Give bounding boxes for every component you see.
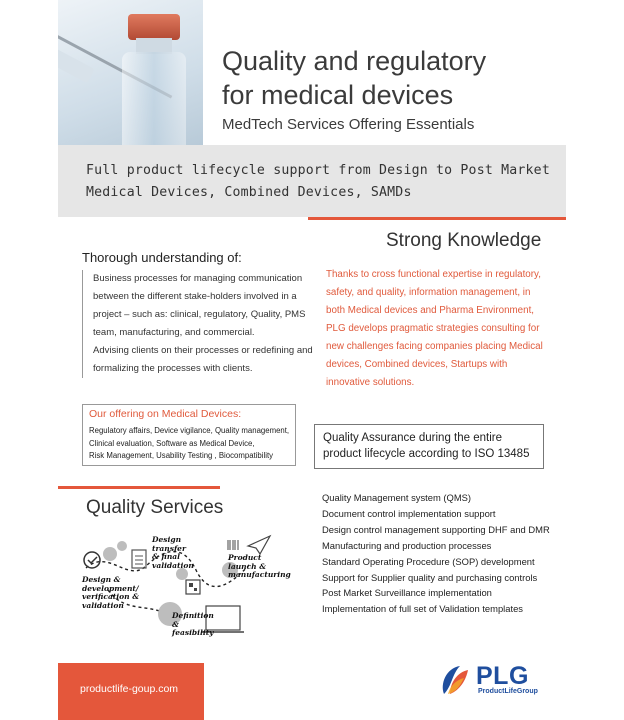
list-item: Document control implementation support: [322, 507, 496, 519]
page-subtitle: MedTech Services Offering Essentials: [222, 116, 475, 133]
barcode-icon: [228, 540, 238, 550]
understanding-body: [82, 270, 317, 378]
list-item: Support for Supplier quality and purchasing controls: [322, 571, 538, 583]
label-design-development: Design & development/ verification & validation: [82, 575, 139, 610]
page-title: [222, 44, 552, 112]
qr-icon: [186, 580, 200, 594]
vial-body: [122, 52, 186, 145]
banner-line-2: Medical Devices, Combined Devices, SAMDs: [86, 185, 412, 200]
list-item: Standard Operating Procedure (SOP) development: [322, 555, 535, 567]
label-definition: Definition & feasibility: [172, 611, 214, 637]
offering-box: [82, 404, 296, 466]
list-item: Implementation of full set of Validation templates: [322, 603, 523, 615]
divider-quality-services: [58, 486, 220, 489]
title-line-2: for medical devices: [222, 80, 454, 110]
vial-cap: [128, 14, 180, 40]
quality-assurance-box: [314, 424, 544, 469]
banner-line-1: Full product lifecycle support from Design to Post Market: [86, 163, 550, 178]
strong-knowledge-heading: Strong Knowledge: [386, 230, 542, 251]
qa-line-2: product lifecycle according to ISO 13485: [323, 448, 530, 460]
divider-strong-knowledge: [308, 217, 566, 220]
understanding-para-2: Advising clients on their processes or redefining and formalizing the processes with clients.: [93, 345, 313, 374]
paper-plane-icon: [248, 536, 270, 554]
understanding-heading: Thorough understanding of:: [82, 250, 242, 265]
clipboard-icon: [132, 550, 146, 568]
qa-line-1: Quality Assurance during the entire: [323, 432, 502, 444]
title-line-1: Quality and regulatory: [222, 46, 487, 76]
lifecycle-diagram: [78, 528, 291, 646]
offering-line-2: Clinical evaluation, Software as Medical Device,: [89, 438, 255, 448]
list-item: Quality Management system (QMS): [322, 492, 472, 503]
plg-logo-icon: [438, 664, 470, 696]
list-item: Manufacturing and production processes: [322, 539, 492, 551]
strong-knowledge-body: Thanks to cross functional expertise in regulatory, safety, and quality, information management, in both Medical devices and Pharma Environment, PLG develops pragmatic strategies consulting for new challenges facing companies placing Medical devices, Combined devices, Startups with innovative solutions.: [326, 269, 543, 388]
list-item: Post Market Surveillance implementation: [322, 587, 492, 599]
quality-assurance-text: [323, 430, 529, 462]
offering-body: [89, 425, 295, 463]
label-product-launch: Product launch & manufacturing: [228, 553, 291, 579]
brand-tagline: ProductLifeGroup: [478, 688, 538, 695]
offering-line-3: Risk Management, Usability Testing , Biocompatibility: [89, 451, 274, 460]
list-item: Design control management supporting DHF and DMR: [322, 523, 550, 535]
website-link[interactable]: productlife-goup.com: [80, 683, 179, 695]
offering-line-1: Regulatory affairs, Device vigilance, Quality management,: [89, 426, 290, 435]
check-icon: [84, 552, 100, 568]
understanding-para-1: Business processes for managing communication between the different stake-holders involved in a project – such as: clinical, regulatory, Quality, PMS team, manufacturing, and commercial.: [93, 273, 306, 338]
offering-heading: Our offering on Medical Devices:: [89, 408, 242, 420]
hero-vial-image: [58, 0, 203, 145]
brand-name: PLG: [476, 662, 529, 690]
label-design-transfer: Design transfer & final validation: [152, 535, 194, 570]
lifecycle-banner: [58, 145, 566, 217]
quality-services-list: [322, 490, 552, 617]
quality-services-heading: Quality Services: [86, 497, 224, 518]
footer-banner: [58, 663, 204, 720]
